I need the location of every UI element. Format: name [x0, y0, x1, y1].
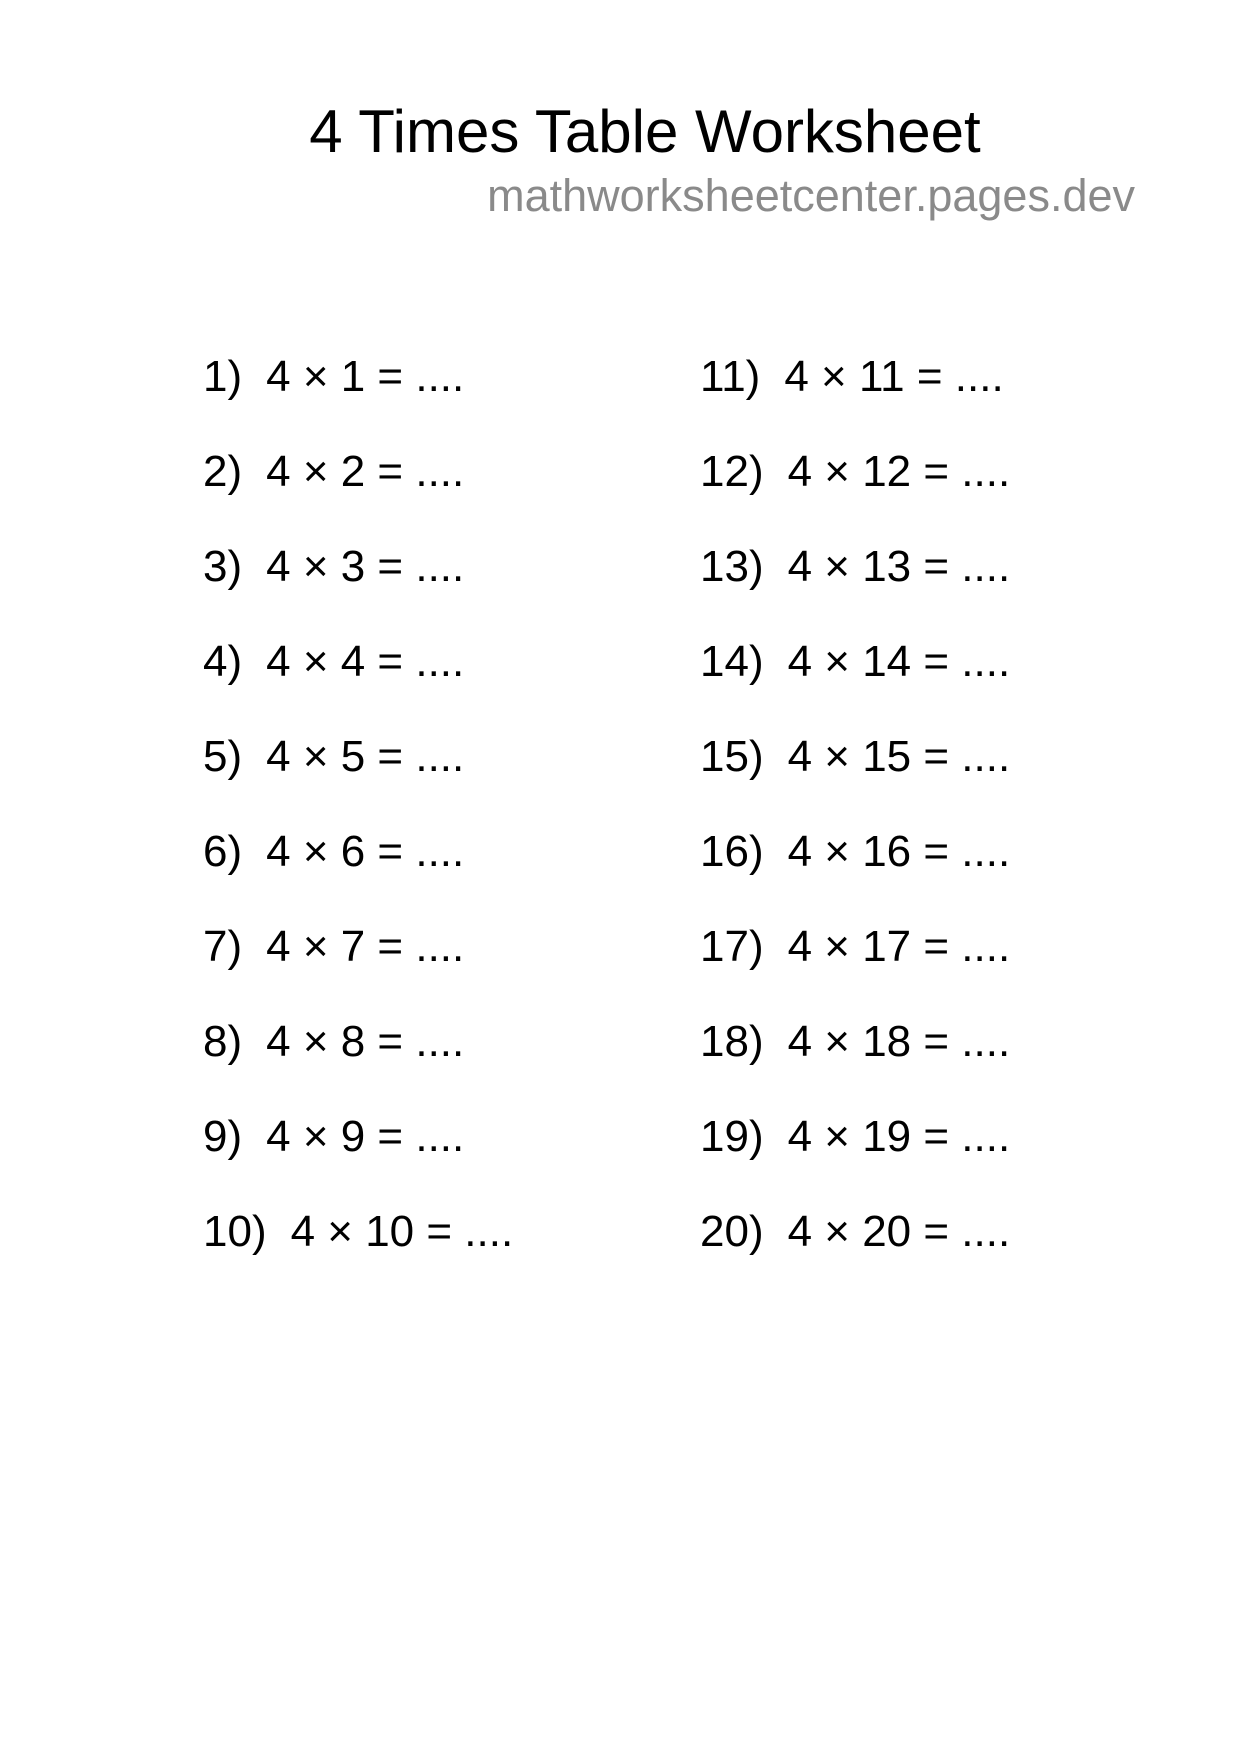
problem-number: 4)	[203, 636, 243, 686]
problem-number: 19)	[700, 1111, 764, 1161]
problem-number: 5)	[203, 731, 243, 781]
problem-row	[203, 424, 513, 519]
problem-expression: 4 × 6 = ....	[266, 826, 465, 876]
problem-row	[700, 1089, 1010, 1184]
problem-number: 1)	[203, 351, 243, 401]
problem-row	[700, 614, 1010, 709]
problem-number: 13)	[700, 541, 764, 591]
problem-number: 16)	[700, 826, 764, 876]
problem-row	[700, 424, 1010, 519]
problem-expression: 4 × 11 = ....	[784, 351, 1004, 401]
problem-expression: 4 × 10 = ....	[290, 1206, 514, 1256]
problem-row	[700, 899, 1010, 994]
problem-number: 20)	[700, 1206, 764, 1256]
problem-expression: 4 × 3 = ....	[266, 541, 465, 591]
problem-expression: 4 × 7 = ....	[266, 921, 465, 971]
problem-row	[203, 994, 513, 1089]
problem-expression: 4 × 1 = ....	[266, 351, 465, 401]
problem-number: 6)	[203, 826, 243, 876]
problem-number: 15)	[700, 731, 764, 781]
problem-expression: 4 × 14 = ....	[787, 636, 1011, 686]
problem-number: 9)	[203, 1111, 243, 1161]
problem-expression: 4 × 20 = ....	[787, 1206, 1011, 1256]
page-title: 4 Times Table Worksheet	[309, 98, 981, 165]
problem-row	[203, 519, 513, 614]
problem-number: 18)	[700, 1016, 764, 1066]
problem-expression: 4 × 16 = ....	[787, 826, 1011, 876]
problem-number: 2)	[203, 446, 243, 496]
problem-number: 8)	[203, 1016, 243, 1066]
problem-number: 7)	[203, 921, 243, 971]
problem-number: 14)	[700, 636, 764, 686]
problem-row	[700, 1184, 1010, 1279]
problem-number: 11)	[700, 351, 761, 401]
problem-expression: 4 × 13 = ....	[787, 541, 1011, 591]
problem-row	[203, 1184, 513, 1279]
problem-row	[700, 994, 1010, 1089]
problem-number: 3)	[203, 541, 243, 591]
problems-column-right	[700, 329, 1010, 1279]
problem-row	[203, 614, 513, 709]
problem-number: 10)	[203, 1206, 267, 1256]
problem-row	[700, 519, 1010, 614]
problem-row	[203, 709, 513, 804]
problem-row	[203, 1089, 513, 1184]
problem-number: 17)	[700, 921, 764, 971]
problem-row	[700, 709, 1010, 804]
problem-row	[203, 804, 513, 899]
problem-expression: 4 × 5 = ....	[266, 731, 465, 781]
site-url: mathworksheetcenter.pages.dev	[487, 170, 1135, 221]
problem-row	[203, 329, 513, 424]
problem-expression: 4 × 2 = ....	[266, 446, 465, 496]
problem-expression: 4 × 4 = ....	[266, 636, 465, 686]
problem-row	[203, 899, 513, 994]
problem-expression: 4 × 17 = ....	[787, 921, 1011, 971]
problem-expression: 4 × 19 = ....	[787, 1111, 1011, 1161]
problem-row	[700, 329, 1010, 424]
problems-column-left	[203, 329, 513, 1279]
problem-expression: 4 × 15 = ....	[787, 731, 1011, 781]
problem-expression: 4 × 12 = ....	[787, 446, 1011, 496]
problem-expression: 4 × 8 = ....	[266, 1016, 465, 1066]
problem-number: 12)	[700, 446, 764, 496]
problem-expression: 4 × 18 = ....	[787, 1016, 1011, 1066]
problem-expression: 4 × 9 = ....	[266, 1111, 465, 1161]
problem-row	[700, 804, 1010, 899]
